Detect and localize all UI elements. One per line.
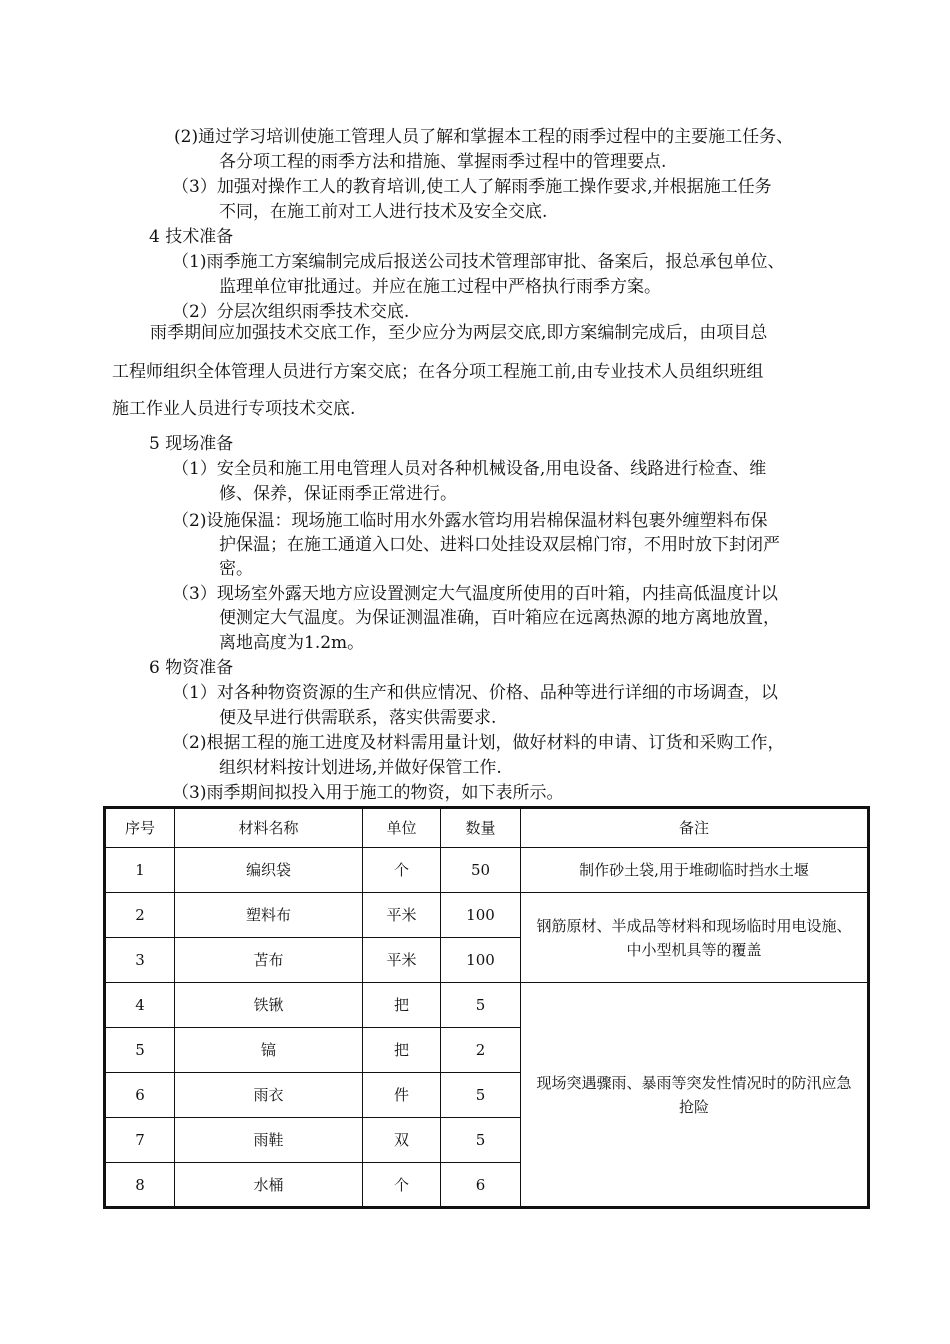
cell-remarks: 现场突遇骤雨、暴雨等突发性情况时的防汛应急抢险 — [521, 983, 869, 1208]
cell-unit: 个 — [363, 1163, 441, 1208]
cell-unit: 把 — [363, 1028, 441, 1073]
cell-index: 3 — [105, 938, 175, 983]
paragraph-line: 便及早进行供需联系，落实供需要求. — [219, 708, 497, 728]
paragraph-line: （3)雨季期间拟投入用于施工的物资，如下表所示。 — [172, 783, 564, 803]
paragraph-line: 离地高度为1.2m。 — [219, 633, 365, 653]
paragraph-line: (2)通过学习培训使施工管理人员了解和掌握本工程的雨季过程中的主要施工任务、 — [174, 127, 794, 147]
table-row — [105, 893, 869, 938]
cell-index: 4 — [105, 983, 175, 1028]
paragraph-line: 密。 — [219, 559, 253, 579]
cell-index: 7 — [105, 1118, 175, 1163]
cell-unit: 双 — [363, 1118, 441, 1163]
cell-quantity: 5 — [441, 1073, 521, 1118]
paragraph-line: （1)雨季施工方案编制完成后报送公司技术管理部审批、备案后，报总承包单位、 — [172, 252, 785, 272]
paragraph-line: 雨季期间应加强技术交底工作，至少应分为两层交底,即方案编制完成后，由项目总 — [150, 323, 768, 343]
cell-quantity: 6 — [441, 1163, 521, 1208]
paragraph-line: 工程师组织全体管理人员进行方案交底；在各分项工程施工前,由专业技术人员组织班组 — [112, 362, 764, 382]
header-remarks: 备注 — [521, 808, 869, 848]
paragraph-line: 便测定大气温度。为保证测温准确，百叶箱应在远离热源的地方离地放置， — [219, 608, 780, 628]
header-index: 序号 — [105, 808, 175, 848]
cell-material: 塑料布 — [175, 893, 363, 938]
cell-unit: 平米 — [363, 893, 441, 938]
materials-table — [103, 806, 870, 1209]
cell-quantity: 50 — [441, 848, 521, 893]
cell-material: 雨衣 — [175, 1073, 363, 1118]
cell-index: 6 — [105, 1073, 175, 1118]
cell-quantity: 5 — [441, 1118, 521, 1163]
table-header-row — [105, 808, 869, 848]
cell-index: 2 — [105, 893, 175, 938]
paragraph-line: 修、保养，保证雨季正常进行。 — [219, 484, 457, 504]
paragraph-line: 施工作业人员进行专项技术交底. — [112, 399, 356, 419]
cell-remarks: 制作砂土袋,用于堆砌临时挡水土堰 — [521, 848, 869, 893]
paragraph-line: 护保温；在施工通道入口处、进料口处挂设双层棉门帘，不用时放下封闭严 — [219, 535, 780, 555]
cell-material: 镐 — [175, 1028, 363, 1073]
cell-material: 铁锹 — [175, 983, 363, 1028]
cell-quantity: 5 — [441, 983, 521, 1028]
cell-unit: 把 — [363, 983, 441, 1028]
paragraph-line: （1）对各种物资资源的生产和供应情况、价格、品种等进行详细的市场调查，以 — [172, 683, 778, 703]
cell-unit: 件 — [363, 1073, 441, 1118]
paragraph-line: （2)设施保温：现场施工临时用水外露水管均用岩棉保温材料包裹外缠塑料布保 — [172, 511, 768, 531]
header-material-name: 材料名称 — [175, 808, 363, 848]
section-heading: 4 技术准备 — [149, 227, 234, 247]
cell-remarks: 钢筋原材、半成品等材料和现场临时用电设施、中小型机具等的覆盖 — [521, 893, 869, 983]
cell-material: 编织袋 — [175, 848, 363, 893]
paragraph-line: （2）分层次组织雨季技术交底. — [172, 302, 410, 322]
cell-index: 5 — [105, 1028, 175, 1073]
paragraph-line: 各分项工程的雨季方法和措施、掌握雨季过程中的管理要点. — [219, 152, 667, 172]
cell-material: 雨鞋 — [175, 1118, 363, 1163]
cell-unit: 平米 — [363, 938, 441, 983]
paragraph-line: （3）加强对操作工人的教育培训,使工人了解雨季施工操作要求,并根据施工任务 — [172, 177, 772, 197]
cell-index: 8 — [105, 1163, 175, 1208]
table-row — [105, 983, 869, 1028]
cell-unit: 个 — [363, 848, 441, 893]
table-row — [105, 848, 869, 893]
header-unit: 单位 — [363, 808, 441, 848]
cell-material: 苫布 — [175, 938, 363, 983]
cell-quantity: 100 — [441, 893, 521, 938]
paragraph-line: （1）安全员和施工用电管理人员对各种机械设备,用电设备、线路进行检查、维 — [172, 459, 767, 479]
paragraph-line: 不同，在施工前对工人进行技术及安全交底. — [219, 202, 548, 222]
paragraph-line: （3）现场室外露天地方应设置测定大气温度所使用的百叶箱，内挂高低温度计以 — [172, 584, 778, 604]
cell-quantity: 2 — [441, 1028, 521, 1073]
cell-quantity: 100 — [441, 938, 521, 983]
cell-index: 1 — [105, 848, 175, 893]
paragraph-line: 组织材料按计划进场,并做好保管工作. — [219, 758, 502, 778]
paragraph-line: （2)根据工程的施工进度及材料需用量计划，做好材料的申请、订货和采购工作， — [172, 733, 785, 753]
cell-material: 水桶 — [175, 1163, 363, 1208]
section-heading: 5 现场准备 — [149, 434, 234, 454]
header-quantity: 数量 — [441, 808, 521, 848]
section-heading: 6 物资准备 — [149, 658, 234, 678]
paragraph-line: 监理单位审批通过。并应在施工过程中严格执行雨季方案。 — [219, 277, 661, 297]
